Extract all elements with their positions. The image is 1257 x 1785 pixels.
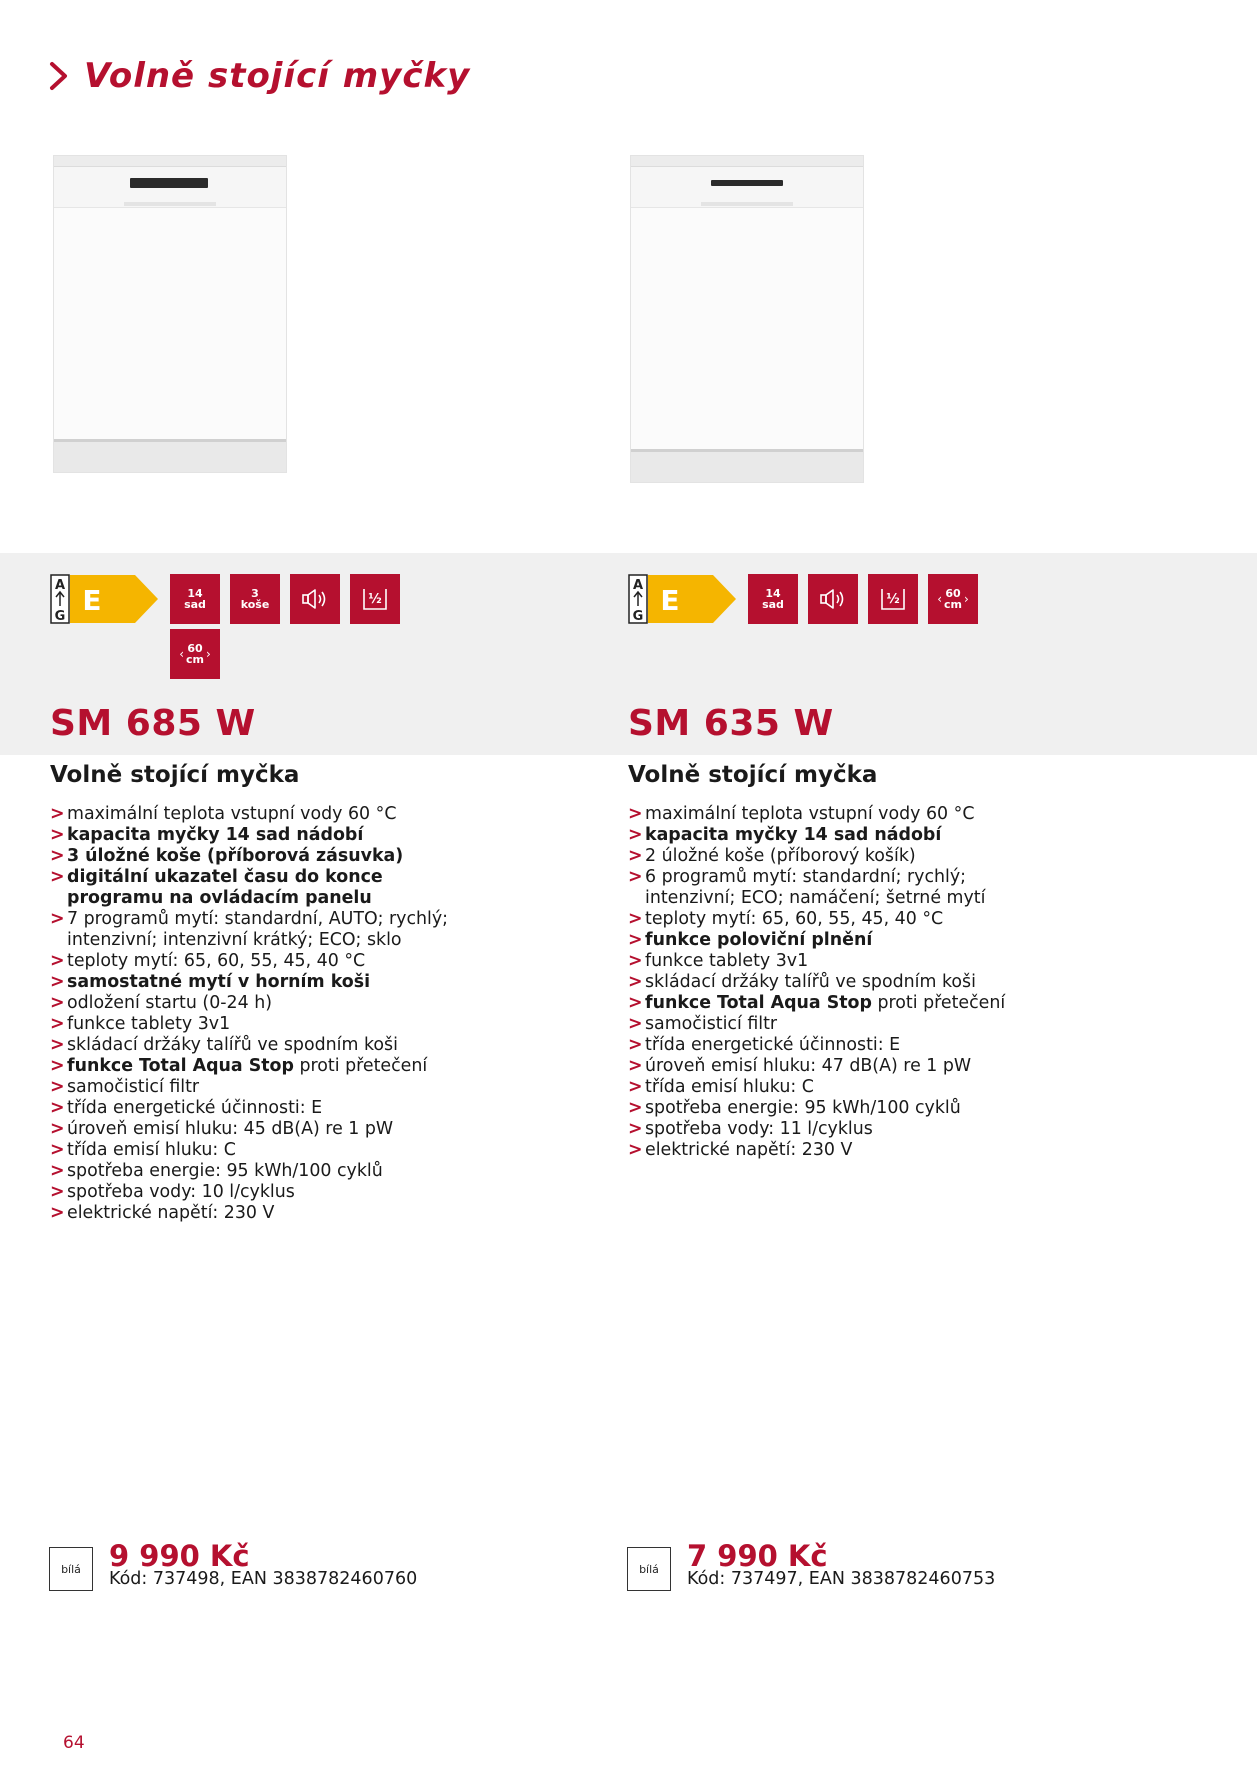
energy-scale-bottom: G — [54, 609, 66, 624]
half-load-icon — [868, 574, 918, 624]
feature-icons — [628, 572, 1048, 682]
product-subtitle: Volně stojící myčka — [628, 762, 878, 788]
spec-item: > maximální teplota vstupní vody 60 °C — [50, 804, 460, 825]
spec-item: > teploty mytí: 65, 60, 55, 45, 40 °C — [50, 951, 460, 972]
spec-item: > funkce tablety 3v1 — [628, 951, 1038, 972]
spec-item: > třída emisí hluku: C — [628, 1077, 1038, 1098]
page-number: 64 — [63, 1733, 85, 1753]
spec-item: > spotřeba vody: 11 l/cyklus — [628, 1119, 1038, 1140]
spec-item: > digitální ukazatel času do konce programu na ovládacím panelu — [50, 867, 460, 909]
svg-text:½: ½ — [368, 592, 382, 607]
capacity-icon: 14 sad — [170, 574, 220, 624]
spec-item: > spotřeba vody: 10 l/cyklus — [50, 1182, 460, 1203]
noise-icon — [290, 574, 340, 624]
model-name: SM 635 W — [628, 703, 834, 744]
spec-item: > samočisticí filtr — [628, 1014, 1038, 1035]
noise-icon — [808, 574, 858, 624]
product-card-sm635w — [578, 0, 1158, 1785]
spec-list — [50, 804, 460, 1224]
color-swatch: bílá — [627, 1547, 671, 1591]
baskets-icon: 3 koše — [230, 574, 280, 624]
price: 9 990 Kč — [109, 1539, 250, 1573]
spec-item: > třída energetické účinnosti: E — [50, 1098, 460, 1119]
energy-scale-top: A — [632, 578, 644, 593]
dishwasher-image — [630, 155, 864, 483]
spec-item: > 7 programů mytí: standardní, AUTO; rychlý; intenzivní; intenzivní krátký; ECO; sklo — [50, 909, 460, 951]
product-subtitle: Volně stojící myčka — [50, 762, 300, 788]
spec-item: > teploty mytí: 65, 60, 55, 45, 40 °C — [628, 909, 1038, 930]
spec-item: > 6 programů mytí: standardní; rychlý; intenzivní; ECO; namáčení; šetrné mytí — [628, 867, 1038, 909]
spec-item: > maximální teplota vstupní vody 60 °C — [628, 804, 1038, 825]
width-icon: ‹ 60 cm › — [170, 629, 220, 679]
spec-item: > funkce poloviční plnění — [628, 930, 1038, 951]
spec-item: > úroveň emisí hluku: 47 dB(A) re 1 pW — [628, 1056, 1038, 1077]
dishwasher-image — [53, 155, 287, 473]
product-code: Kód: 737498, EAN 3838782460760 — [109, 1569, 418, 1589]
spec-item: > samočisticí filtr — [50, 1077, 460, 1098]
half-load-icon — [350, 574, 400, 624]
spec-item: > kapacita myčky 14 sad nádobí — [50, 825, 460, 846]
energy-label-icon — [50, 574, 160, 624]
spec-item: > funkce Total Aqua Stop proti přetečení — [50, 1056, 460, 1077]
spec-item: > třída energetické účinnosti: E — [628, 1035, 1038, 1056]
capacity-icon: 14 sad — [748, 574, 798, 624]
spec-item: > třída emisí hluku: C — [50, 1140, 460, 1161]
spec-item: > úroveň emisí hluku: 45 dB(A) re 1 pW — [50, 1119, 460, 1140]
color-swatch: bílá — [49, 1547, 93, 1591]
spec-item: > elektrické napětí: 230 V — [50, 1203, 460, 1224]
feature-icons — [50, 572, 470, 682]
spec-item: > elektrické napětí: 230 V — [628, 1140, 1038, 1161]
energy-scale-top: A — [54, 578, 66, 593]
price: 7 990 Kč — [687, 1539, 828, 1573]
width-icon: ‹ 60 cm › — [928, 574, 978, 624]
spec-item: > 3 úložné koše (příborová zásuvka) — [50, 846, 460, 867]
spec-item: > kapacita myčky 14 sad nádobí — [628, 825, 1038, 846]
energy-scale-bottom: G — [632, 609, 644, 624]
spec-item: > spotřeba energie: 95 kWh/100 cyklů — [50, 1161, 460, 1182]
product-card-sm685w — [0, 0, 580, 1785]
model-name: SM 685 W — [50, 703, 256, 744]
page-title: Volně stojící myčky — [84, 56, 471, 96]
energy-class: E — [660, 584, 680, 617]
energy-label-icon — [628, 574, 738, 624]
spec-item: > samostatné mytí v horním koši — [50, 972, 460, 993]
svg-text:½: ½ — [886, 592, 900, 607]
spec-item: > skládací držáky talířů ve spodním koši — [628, 972, 1038, 993]
spec-list — [628, 804, 1038, 1161]
product-code: Kód: 737497, EAN 3838782460753 — [687, 1569, 996, 1589]
spec-item: > odložení startu (0-24 h) — [50, 993, 460, 1014]
energy-class: E — [82, 584, 102, 617]
spec-item: > spotřeba energie: 95 kWh/100 cyklů — [628, 1098, 1038, 1119]
spec-item: > funkce tablety 3v1 — [50, 1014, 460, 1035]
spec-item: > funkce Total Aqua Stop proti přetečení — [628, 993, 1038, 1014]
spec-item: > skládací držáky talířů ve spodním koši — [50, 1035, 460, 1056]
spec-item: > 2 úložné koše (příborový košík) — [628, 846, 1038, 867]
